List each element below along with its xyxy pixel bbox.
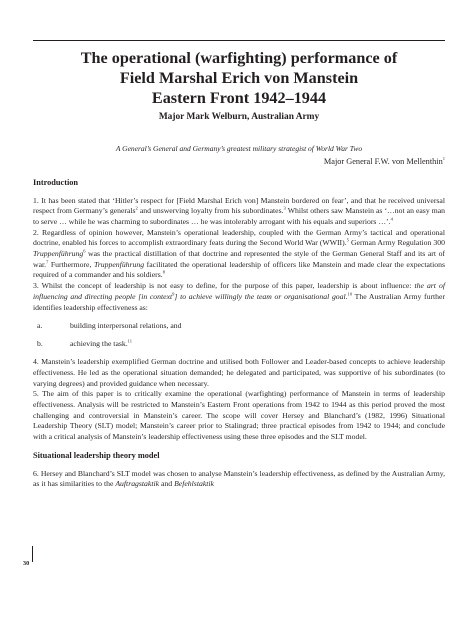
attribution-name: Major General F.W. von Mellenthin (323, 157, 443, 166)
article-title (33, 48, 445, 108)
header-rule (33, 40, 445, 41)
footnote-ref: 1 (442, 156, 445, 162)
author-byline: Major Mark Welburn, Australian Army (158, 112, 320, 122)
title-line: The operational (warfighting) performance of (80, 49, 398, 67)
footnote-ref: 11 (127, 338, 133, 344)
article-body (33, 177, 445, 490)
list-item: b. achieving the task.$^{11}$ (37, 338, 133, 348)
footnote-ref: 9 (172, 291, 175, 297)
epigraph-quote: A General’s General and Germany’s greatest military strategist of World War Two (115, 144, 363, 153)
section-heading-slt-model: Situational leadership theory model (33, 451, 160, 461)
footnote-ref: 10 (347, 291, 353, 297)
paragraph-4: 4. Manstein’s leadership exemplified German doctrine and utilised both Follower and Leader-based concepts to achieve leadership effectiveness. He led as the operational situation demanded; he delegated and participated, was supportive of his subordinates (to varying degrees) and provided guidance when necessary. (33, 357, 445, 388)
footnote-ref: 7 (46, 259, 49, 265)
footnote-ref: 3 (283, 205, 286, 211)
paragraph-6: 6. Hersey and Blanchard’s SLT model was chosen to analyse Manstein’s leadership effectiveness, as defined by the Australian Army, as it has similarities to the Auftragstaktik and Befehlstaktik (33, 468, 445, 489)
list-item: a. building interpersonal relations, and (37, 320, 182, 330)
footnote-ref: 2 (135, 205, 138, 211)
paragraph-3: 3. Whilst the concept of leadership is not easy to define, for the purpose of this paper, leadership is about influence: the art of influencing and directing people [in context$^9$] to achieve willingly the team or organisational goal.$^{10}$ The Australian Army further identifies leadership effectiveness as: (33, 281, 446, 312)
footnote-ref: 8 (162, 269, 165, 275)
paragraph-2: 2. Regardless of opinion however, Manstein’s operational leadership, coupled with the German Army’s tactical and operational doctrine, enabled his forces to accomplish extraordinary feats during the Second World War (WWII).$^5$ German Army Regulation 300 Truppenführung$^6$ was the practical distillation of that doctrine and represented the style of the German General Staff and its art of war.$^7$ Furthermore, Truppenführung facilitated the operational leadership of officers like Manstein and made clear the expectations required of a commander and his soldiers.$^8$ (33, 227, 445, 280)
title-line: Field Marshal Erich von Manstein (119, 69, 359, 87)
page-number: 30 (23, 560, 30, 567)
epigraph-attribution (33, 157, 445, 167)
footnote-ref: 4 (390, 216, 393, 222)
paragraph-1: 1. It has been stated that ‘Hitler’s respect for [Field Marshal Erich von] Manstein bordered on fear’, and that he received universal respect from Germany’s generals$^2$ and unswerving loyalty from his subordinates.$^3$ Whilst others saw Manstein as ‘…not an easy man to serve … while he was charming to subordinates … he was intolerably arrogant with his equals and superiors …’.$^4$ (33, 195, 445, 226)
footnote-ref: 5 (346, 237, 349, 243)
footnote-ref: 6 (83, 248, 86, 254)
section-heading-introduction: Introduction (33, 178, 79, 187)
title-line: Eastern Front 1942–1944 (151, 89, 327, 107)
margin-rule (32, 546, 33, 562)
paragraph-5: 5. The aim of this paper is to critically examine the operational (warfighting) performance of Manstein in terms of leadership effectiveness. Analysis will be restricted to Manstein’s Eastern Front operations from 1942 to 1944 as this period proved the most challenging and controversial in Manstein’s career. The scope will cover Hersey and Blanchard’s (1982, 1996) Situational Leadership Theory (SLT) model; Manstein’s career prior to Stalingrad; three practical episodes from 1942 to 1944; and conclude with a critical analysis of Manstein’s leadership effectiveness using these three episodes and the SLT model. (33, 389, 445, 442)
